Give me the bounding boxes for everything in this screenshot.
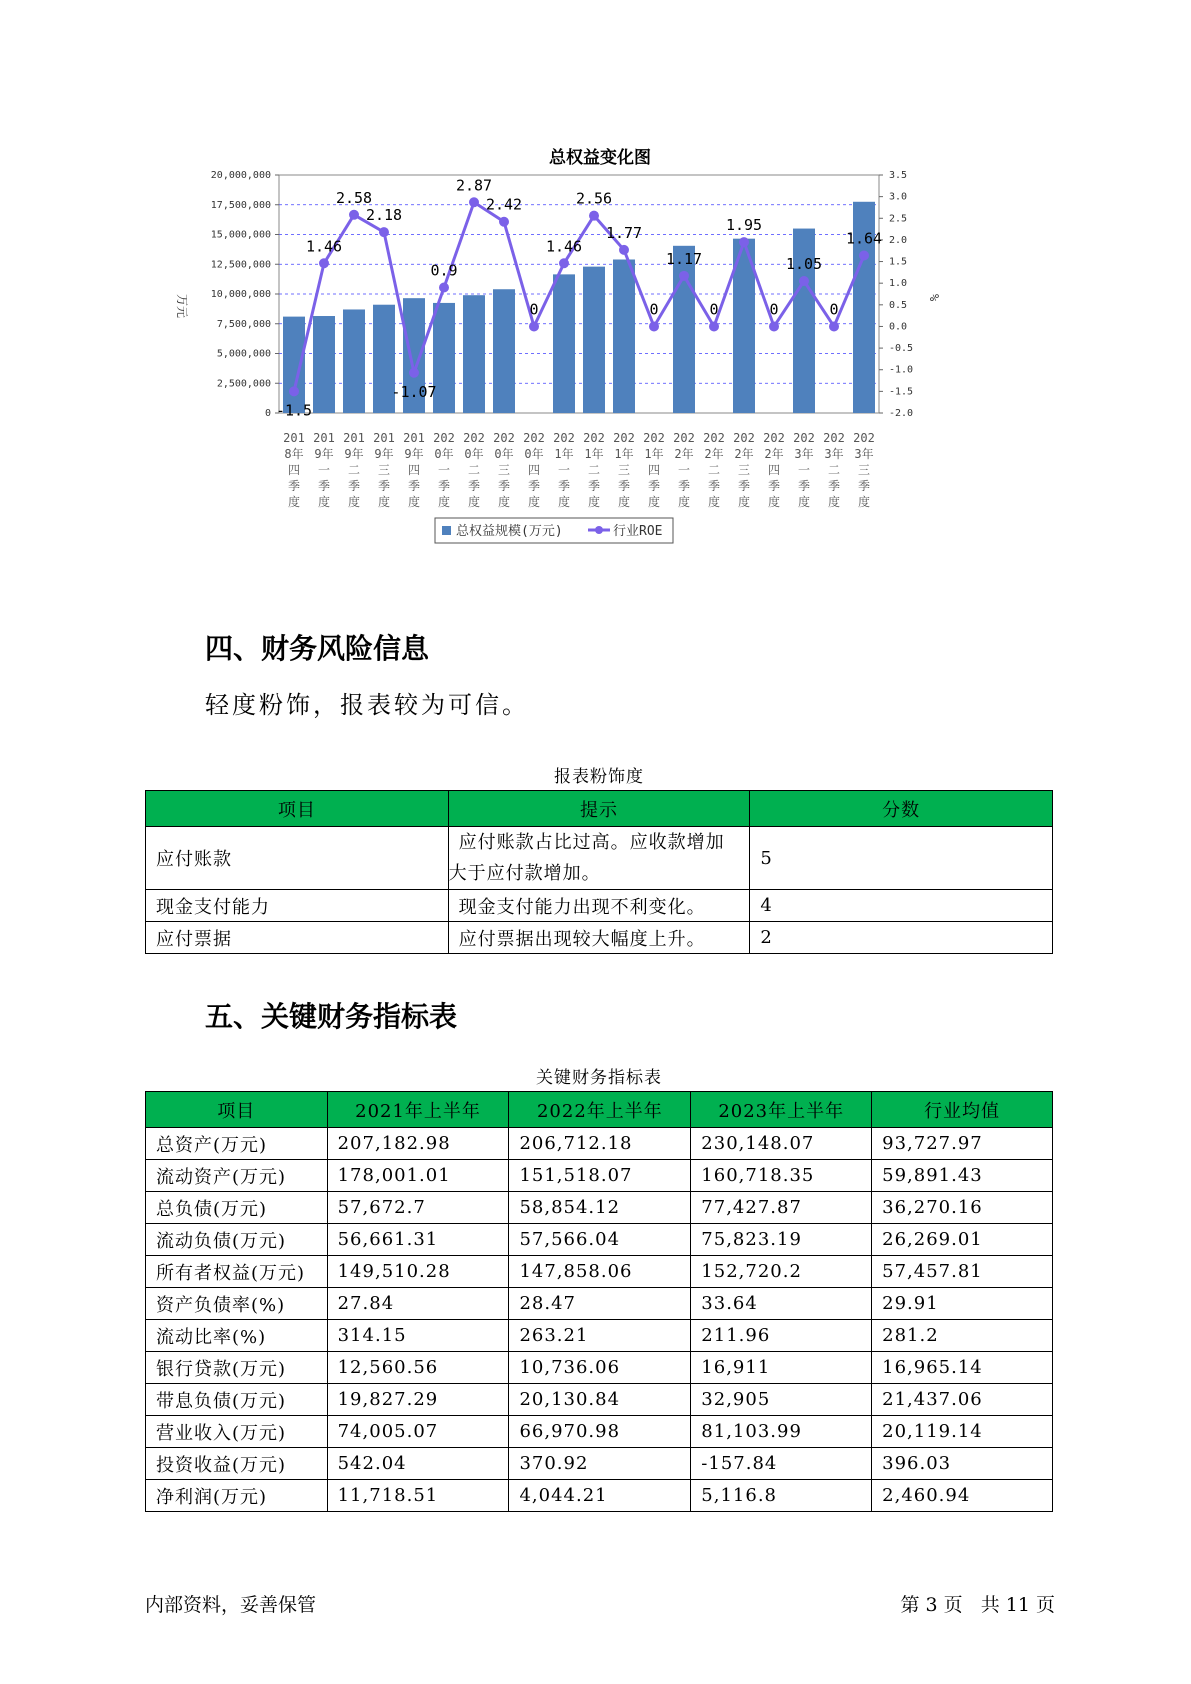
metric-value: 152,720.2	[691, 1256, 872, 1288]
x-tick-label: 度	[797, 495, 811, 509]
roe-data-label: 1.46	[545, 237, 583, 256]
metric-value: 281.2	[872, 1320, 1053, 1352]
metric-value: 11,718.51	[327, 1480, 509, 1512]
legend-bar-label: 总权益规模(万元)	[456, 524, 563, 539]
x-tick-label: 202	[703, 431, 725, 445]
table-row	[146, 1128, 1053, 1160]
table-row	[146, 1256, 1053, 1288]
risk-item: 现金支付能力	[146, 890, 449, 922]
x-tick-label: 3年	[794, 447, 814, 461]
roe-data-label: 1.46	[305, 237, 343, 256]
left-tick-label: 5,000,000	[216, 348, 271, 360]
x-tick-label: 度	[287, 495, 301, 509]
roe-data-label: 2.87	[455, 176, 493, 195]
right-tick-label: 2.5	[889, 213, 908, 225]
left-tick-label: 12,500,000	[210, 259, 271, 271]
x-tick-label: 2年	[764, 447, 784, 461]
x-tick-label: 度	[827, 495, 841, 509]
x-tick-label: 三	[497, 463, 511, 477]
x-tick-label: 四	[287, 463, 301, 477]
roe-point	[679, 271, 689, 281]
metric-value: 56,661.31	[327, 1224, 509, 1256]
metric-value: 66,970.98	[509, 1416, 691, 1448]
roe-point	[319, 258, 329, 268]
metric-value: 16,965.14	[872, 1352, 1053, 1384]
metric-value: 21,437.06	[872, 1384, 1053, 1416]
x-tick-label: 2年	[734, 447, 754, 461]
metric-value: 20,119.14	[872, 1416, 1053, 1448]
table-row	[146, 890, 1053, 922]
x-tick-label: 0年	[464, 447, 484, 461]
metric-value: 29.91	[872, 1288, 1053, 1320]
header-item: 项目	[146, 791, 449, 827]
roe-data-label: 2.56	[575, 189, 613, 208]
roe-point	[529, 321, 539, 331]
right-tick-label: -0.5	[889, 343, 914, 355]
x-tick-label: 202	[733, 431, 755, 445]
metric-value: 396.03	[872, 1448, 1053, 1480]
metrics-table	[145, 1091, 1053, 1512]
metric-value: 93,727.97	[872, 1128, 1053, 1160]
roe-point	[859, 250, 869, 260]
header-2022: 2022年上半年	[509, 1092, 691, 1128]
left-tick-label: 20,000,000	[210, 170, 271, 181]
section5-heading: 五、关键财务指标表	[205, 1000, 458, 1033]
x-tick-label: 1年	[614, 447, 634, 461]
x-tick-label: 度	[557, 495, 571, 509]
x-tick-label: 202	[523, 431, 545, 445]
x-tick-label: 三	[737, 463, 751, 477]
metric-value: 27.84	[327, 1288, 509, 1320]
roe-point	[409, 368, 419, 378]
header-score: 分数	[750, 791, 1053, 827]
roe-point	[709, 321, 719, 331]
metric-value: 28.47	[509, 1288, 691, 1320]
metric-value: 4,044.21	[509, 1480, 691, 1512]
metric-name: 流动负债(万元)	[146, 1224, 328, 1256]
metric-name: 流动资产(万元)	[146, 1160, 328, 1192]
bar	[343, 309, 365, 413]
metric-value: 33.64	[691, 1288, 872, 1320]
x-tick-label: 202	[853, 431, 875, 445]
x-tick-label: 201	[403, 431, 425, 445]
x-tick-label: 一	[677, 463, 691, 477]
x-tick-label: 201	[343, 431, 365, 445]
metric-value: 20,130.84	[509, 1384, 691, 1416]
metric-value: 26,269.01	[872, 1224, 1053, 1256]
roe-point	[619, 245, 629, 255]
roe-data-label: 1.64	[845, 229, 883, 248]
metric-name: 营业收入(万元)	[146, 1416, 328, 1448]
right-tick-label: 3.0	[889, 191, 908, 203]
legend-bar-swatch	[442, 526, 451, 535]
risk-hint: 应付票据出现较大幅度上升。	[448, 922, 750, 954]
metric-name: 流动比率(%)	[146, 1320, 328, 1352]
x-tick-label: 202	[583, 431, 605, 445]
roe-data-label: 2.42	[485, 195, 523, 214]
metric-name: 总资产(万元)	[146, 1128, 328, 1160]
metrics-table-caption: 关键财务指标表	[536, 1068, 662, 1088]
x-tick-label: 8年	[284, 447, 304, 461]
roe-point	[649, 321, 659, 331]
right-tick-label: 1.5	[889, 256, 908, 268]
metric-value: 16,911	[691, 1352, 872, 1384]
x-tick-label: 季	[347, 479, 361, 493]
right-tick-label: 0.0	[889, 321, 908, 333]
right-tick-label: 3.5	[889, 170, 908, 181]
x-tick-label: 度	[677, 495, 691, 509]
footer-left: 内部资料，妥善保管	[145, 1594, 317, 1616]
risk-table-caption: 报表粉饰度	[554, 767, 644, 787]
x-tick-label: 3年	[824, 447, 844, 461]
x-tick-label: 季	[737, 479, 751, 493]
roe-data-label: 0	[709, 300, 719, 319]
x-tick-label: 度	[587, 495, 601, 509]
x-tick-label: 一	[437, 463, 451, 477]
right-tick-label: -2.0	[889, 408, 914, 419]
table-row	[146, 1480, 1053, 1512]
roe-data-label: 1.05	[785, 255, 823, 274]
right-tick-label: 1.0	[889, 278, 908, 290]
left-tick-label: 15,000,000	[210, 229, 271, 241]
legend-line-marker	[595, 526, 603, 534]
metric-value: 36,270.16	[872, 1192, 1053, 1224]
metric-value: 160,718.35	[691, 1160, 872, 1192]
table-row	[146, 827, 1053, 890]
x-tick-label: 度	[737, 495, 751, 509]
x-tick-label: 四	[407, 463, 421, 477]
roe-data-label: 0	[769, 300, 779, 319]
roe-data-label: 0	[649, 300, 659, 319]
bar	[583, 267, 605, 413]
metric-value: 58,854.12	[509, 1192, 691, 1224]
metric-value: 314.15	[327, 1320, 509, 1352]
header-industry-avg: 行业均值	[872, 1092, 1053, 1128]
x-tick-label: 度	[437, 495, 451, 509]
x-tick-label: 度	[377, 495, 391, 509]
metric-name: 净利润(万元)	[146, 1480, 328, 1512]
header-item: 项目	[146, 1092, 328, 1128]
header-2023: 2023年上半年	[691, 1092, 872, 1128]
metric-value: 147,858.06	[509, 1256, 691, 1288]
x-tick-label: 202	[463, 431, 485, 445]
roe-data-label: -1.5	[275, 401, 313, 420]
table-row	[146, 1192, 1053, 1224]
metric-value: 263.21	[509, 1320, 691, 1352]
metric-value: 178,001.01	[327, 1160, 509, 1192]
x-tick-label: 一	[317, 463, 331, 477]
right-tick-label: 2.0	[889, 234, 908, 246]
metric-value: 81,103.99	[691, 1416, 872, 1448]
right-axis-title: %	[927, 294, 941, 302]
metric-value: 2,460.94	[872, 1480, 1053, 1512]
x-tick-label: 季	[497, 479, 511, 493]
x-tick-label: 二	[467, 463, 481, 477]
x-tick-label: 0年	[434, 447, 454, 461]
x-tick-label: 四	[527, 463, 541, 477]
roe-point	[559, 258, 569, 268]
x-tick-label: 三	[857, 463, 871, 477]
legend-line-label: 行业ROE	[613, 524, 663, 539]
roe-data-label: 0	[829, 300, 839, 319]
x-tick-label: 201	[313, 431, 335, 445]
x-tick-label: 季	[857, 479, 871, 493]
metric-value: 5,116.8	[691, 1480, 872, 1512]
metric-value: 77,427.87	[691, 1192, 872, 1224]
x-tick-label: 度	[407, 495, 421, 509]
metric-value: 10,736.06	[509, 1352, 691, 1384]
x-tick-label: 季	[317, 479, 331, 493]
metric-value: 57,566.04	[509, 1224, 691, 1256]
roe-point	[289, 386, 299, 396]
metrics-table-header	[146, 1092, 1053, 1128]
roe-data-label: 1.17	[665, 249, 703, 268]
roe-data-label: 0	[529, 300, 539, 319]
x-tick-label: 202	[613, 431, 635, 445]
x-tick-label: 202	[673, 431, 695, 445]
x-tick-label: 季	[797, 479, 811, 493]
x-tick-label: 季	[617, 479, 631, 493]
table-row	[146, 1416, 1053, 1448]
left-axis-title: 万元	[175, 294, 189, 319]
x-tick-label: 201	[283, 431, 305, 445]
x-tick-label: 季	[467, 479, 481, 493]
x-tick-label: 0年	[494, 447, 514, 461]
x-tick-label: 度	[497, 495, 511, 509]
bar	[313, 316, 335, 413]
risk-table	[145, 790, 1053, 954]
metric-value: 542.04	[327, 1448, 509, 1480]
x-tick-label: 9年	[314, 447, 334, 461]
x-tick-label: 季	[647, 479, 661, 493]
right-tick-label: 0.5	[889, 299, 908, 311]
x-tick-label: 度	[617, 495, 631, 509]
left-tick-label: 10,000,000	[210, 289, 271, 300]
bar	[463, 295, 485, 413]
table-row	[146, 1448, 1053, 1480]
x-tick-label: 四	[767, 463, 781, 477]
footer-page-number: 第 3 页 共 11 页	[900, 1594, 1055, 1616]
equity-chart	[170, 135, 1030, 595]
x-tick-label: 度	[347, 495, 361, 509]
header-2021: 2021年上半年	[327, 1092, 509, 1128]
x-tick-label: 9年	[404, 447, 424, 461]
roe-data-label: 0.9	[430, 261, 458, 280]
x-tick-label: 202	[553, 431, 575, 445]
risk-item: 应付账款	[146, 827, 449, 890]
x-tick-label: 季	[587, 479, 601, 493]
x-tick-label: 2年	[674, 447, 694, 461]
x-tick-label: 3年	[854, 447, 874, 461]
header-hint: 提示	[448, 791, 750, 827]
x-tick-label: 二	[707, 463, 721, 477]
left-tick-label: 0	[264, 408, 271, 419]
chart-svg	[170, 135, 1030, 595]
table-row	[146, 1224, 1053, 1256]
x-tick-label: 202	[643, 431, 665, 445]
left-tick-label: 7,500,000	[216, 318, 271, 330]
metric-name: 银行贷款(万元)	[146, 1352, 328, 1384]
roe-data-label: 2.18	[365, 206, 403, 225]
x-tick-label: 三	[617, 463, 631, 477]
x-tick-label: 三	[377, 463, 391, 477]
roe-point	[379, 227, 389, 237]
metric-value: 149,510.28	[327, 1256, 509, 1288]
roe-point	[769, 321, 779, 331]
roe-point	[589, 211, 599, 221]
metric-value: 32,905	[691, 1384, 872, 1416]
chart-title: 总权益变化图	[549, 148, 651, 168]
right-tick-label: -1.5	[889, 386, 914, 398]
roe-data-label: 2.58	[335, 188, 373, 207]
x-tick-label: 202	[433, 431, 455, 445]
x-tick-label: 二	[347, 463, 361, 477]
risk-score: 4	[750, 890, 1053, 922]
x-tick-label: 度	[317, 495, 331, 509]
metric-value: 57,457.81	[872, 1256, 1053, 1288]
x-tick-label: 四	[647, 463, 661, 477]
metric-name: 资产负债率(%)	[146, 1288, 328, 1320]
x-tick-label: 二	[587, 463, 601, 477]
roe-point	[469, 197, 479, 207]
table-row	[146, 1320, 1053, 1352]
left-tick-label: 2,500,000	[216, 378, 271, 390]
right-tick-label: -1.0	[889, 364, 914, 376]
bar	[493, 289, 515, 413]
metric-value: 207,182.98	[327, 1128, 509, 1160]
x-tick-label: 季	[377, 479, 391, 493]
x-tick-label: 季	[677, 479, 691, 493]
roe-data-label: 1.95	[725, 216, 763, 235]
risk-hint: 现金支付能力出现不利变化。	[448, 890, 750, 922]
x-tick-label: 季	[287, 479, 301, 493]
roe-point	[499, 217, 509, 227]
x-tick-label: 度	[467, 495, 481, 509]
x-tick-label: 季	[527, 479, 541, 493]
metric-value: 57,672.7	[327, 1192, 509, 1224]
x-tick-label: 202	[823, 431, 845, 445]
x-tick-label: 度	[647, 495, 661, 509]
metric-value: 211.96	[691, 1320, 872, 1352]
roe-point	[349, 210, 359, 220]
table-row	[146, 922, 1053, 954]
x-tick-label: 度	[707, 495, 721, 509]
risk-score: 2	[750, 922, 1053, 954]
metric-value: 12,560.56	[327, 1352, 509, 1384]
left-tick-label: 17,500,000	[210, 199, 271, 211]
x-tick-label: 202	[793, 431, 815, 445]
x-tick-label: 季	[557, 479, 571, 493]
metric-name: 投资收益(万元)	[146, 1448, 328, 1480]
x-tick-label: 度	[767, 495, 781, 509]
metric-name: 带息负债(万元)	[146, 1384, 328, 1416]
metric-value: 75,823.19	[691, 1224, 872, 1256]
roe-data-label: -1.07	[391, 382, 437, 401]
metric-name: 总负债(万元)	[146, 1192, 328, 1224]
x-tick-label: 季	[407, 479, 421, 493]
metric-value: 151,518.07	[509, 1160, 691, 1192]
metric-value: -157.84	[691, 1448, 872, 1480]
metric-value: 19,827.29	[327, 1384, 509, 1416]
risk-item: 应付票据	[146, 922, 449, 954]
roe-point	[799, 276, 809, 286]
risk-table-header	[146, 791, 1053, 827]
x-tick-label: 季	[707, 479, 721, 493]
roe-point	[739, 237, 749, 247]
section4-heading: 四、财务风险信息	[205, 632, 430, 665]
x-tick-label: 度	[857, 495, 871, 509]
x-tick-label: 9年	[344, 447, 364, 461]
x-tick-label: 一	[797, 463, 811, 477]
x-tick-label: 201	[373, 431, 395, 445]
risk-hint	[448, 827, 750, 890]
x-tick-label: 季	[767, 479, 781, 493]
metric-value: 370.92	[509, 1448, 691, 1480]
metric-value: 74,005.07	[327, 1416, 509, 1448]
x-tick-label: 季	[437, 479, 451, 493]
risk-hint-line: 应付账款占比过高。应收款增加	[458, 832, 725, 853]
x-tick-label: 一	[557, 463, 571, 477]
x-tick-label: 9年	[374, 447, 394, 461]
x-tick-label: 度	[527, 495, 541, 509]
roe-data-label: 1.77	[605, 223, 643, 242]
x-tick-label: 202	[763, 431, 785, 445]
table-row	[146, 1160, 1053, 1192]
x-tick-label: 2年	[704, 447, 724, 461]
metric-value: 59,891.43	[872, 1160, 1053, 1192]
risk-score: 5	[750, 827, 1053, 890]
risk-hint-line: 大于应付款增加。	[448, 863, 601, 884]
section4-summary: 轻度粉饰，报表较为可信。	[205, 691, 529, 719]
metric-name: 所有者权益(万元)	[146, 1256, 328, 1288]
x-tick-label: 202	[493, 431, 515, 445]
x-tick-label: 季	[827, 479, 841, 493]
x-tick-label: 1年	[554, 447, 574, 461]
bar	[553, 274, 575, 413]
table-row	[146, 1384, 1053, 1416]
metric-value: 230,148.07	[691, 1128, 872, 1160]
table-row	[146, 1352, 1053, 1384]
bar	[613, 259, 635, 413]
roe-point	[439, 283, 449, 293]
x-tick-label: 1年	[584, 447, 604, 461]
x-tick-label: 二	[827, 463, 841, 477]
table-row	[146, 1288, 1053, 1320]
roe-point	[829, 321, 839, 331]
x-tick-label: 1年	[644, 447, 664, 461]
metric-value: 206,712.18	[509, 1128, 691, 1160]
x-tick-label: 0年	[524, 447, 544, 461]
